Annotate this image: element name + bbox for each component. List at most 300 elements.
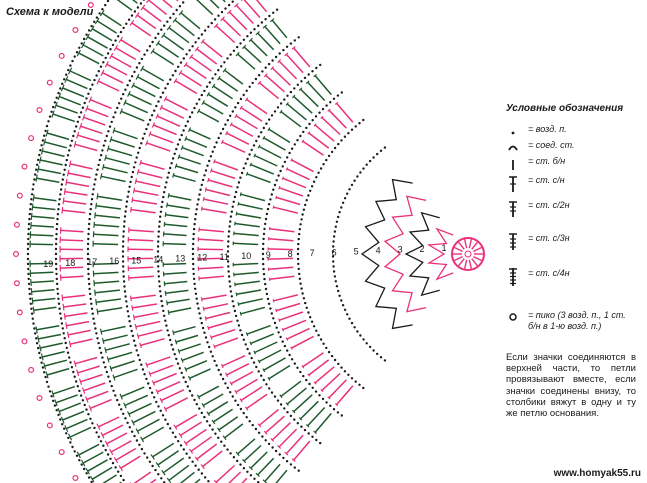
chain-dot — [199, 189, 201, 191]
chain-dot — [128, 19, 130, 21]
chain-dot — [162, 92, 164, 94]
chain-dot — [307, 311, 309, 313]
stitch-post — [199, 276, 224, 278]
chain-dot — [297, 253, 299, 255]
chain-dot — [230, 215, 232, 217]
chain-dot — [149, 461, 151, 463]
chain-dot — [131, 431, 133, 433]
chain-dot — [55, 238, 57, 240]
chain-dot — [188, 457, 190, 459]
chain-dot — [196, 103, 198, 105]
chain-dot — [159, 216, 161, 218]
chain-dot — [258, 74, 260, 76]
chain-dot — [89, 293, 91, 295]
chain-dot — [239, 177, 241, 179]
chain-dot — [252, 424, 254, 426]
chain-dot — [71, 446, 73, 448]
chain-dot — [102, 61, 104, 63]
stitch-top — [36, 326, 37, 333]
chain-dot — [214, 433, 216, 435]
stitch-top — [254, 154, 256, 157]
chain-dot — [107, 0, 109, 2]
stitch-post — [68, 330, 91, 335]
stitch-post — [258, 33, 274, 50]
chain-dot — [28, 288, 30, 290]
chain-dot — [320, 338, 322, 340]
chain-dot — [197, 307, 199, 309]
chain-dot — [28, 223, 30, 225]
stitch-post — [303, 353, 324, 367]
stitch-top — [250, 342, 251, 345]
stitch-top — [94, 222, 95, 228]
chain-dot — [125, 205, 127, 207]
stitch-post — [137, 15, 156, 29]
stitch-top — [175, 164, 176, 169]
chain-dot — [36, 342, 38, 344]
stitch-post — [143, 8, 161, 22]
stitch-top — [211, 335, 212, 339]
chain-dot — [136, 156, 138, 158]
chain-dot — [145, 378, 147, 380]
chain-dot — [337, 216, 339, 218]
stitch-post — [251, 40, 267, 56]
chain-dot — [90, 298, 92, 300]
chain-dot — [335, 226, 337, 228]
stitch-post — [42, 151, 64, 156]
stitch-post — [108, 352, 132, 359]
stitch-post — [227, 364, 249, 375]
chain-dot — [277, 174, 279, 176]
chain-dot — [71, 140, 73, 142]
chain-dot — [112, 116, 114, 118]
chain-dot — [267, 298, 269, 300]
stitch-post — [265, 464, 280, 481]
stitch-top — [167, 301, 168, 306]
chain-dot — [229, 452, 231, 454]
chain-dot — [275, 450, 277, 452]
chain-dot — [369, 160, 371, 162]
stitch-top — [63, 198, 64, 205]
stitch-post — [61, 276, 84, 277]
stitch-post — [33, 299, 56, 301]
stitch-top — [214, 159, 216, 163]
stitch-post — [234, 272, 259, 274]
chain-dot — [120, 408, 122, 410]
chain-dot — [123, 220, 125, 222]
chain-dot — [158, 275, 160, 277]
chain-dot — [194, 41, 196, 43]
chain-dot — [194, 465, 196, 467]
chain-dot — [198, 193, 200, 195]
chain-dot — [157, 235, 159, 237]
stitch-post — [163, 244, 186, 245]
chain-dot — [90, 303, 92, 305]
chain-dot — [315, 390, 317, 392]
stitch-post — [213, 86, 232, 99]
stitch-post — [186, 430, 207, 444]
chain-dot — [107, 376, 109, 378]
chain-dot — [317, 172, 319, 174]
chain-dot — [164, 186, 166, 188]
chain-dot — [159, 285, 161, 287]
ring-stitch — [473, 247, 481, 251]
chain-dot — [67, 154, 69, 156]
stitch-post — [176, 166, 198, 173]
chain-dot — [30, 198, 32, 200]
stitch-top — [286, 338, 287, 341]
chain-dot — [63, 169, 65, 171]
chain-dot — [52, 400, 54, 402]
chain-dot — [141, 58, 143, 60]
chain-dot — [169, 339, 171, 341]
chain-dot — [109, 380, 111, 382]
chain-dot — [59, 193, 61, 195]
stitch-post — [272, 20, 287, 38]
chain-dot — [160, 211, 162, 213]
picot — [15, 281, 20, 286]
chain-dot — [376, 353, 378, 355]
stitch-post — [33, 207, 56, 209]
chain-dot — [166, 176, 168, 178]
stitch-post — [222, 356, 245, 366]
chain-dot — [239, 463, 241, 465]
chain-dot — [234, 196, 236, 198]
chain-dot — [305, 379, 307, 381]
chain-dot — [55, 253, 57, 255]
chain-dot — [192, 258, 194, 260]
row-number: 13 — [175, 253, 186, 264]
chain-dot — [271, 391, 273, 393]
stitch-post — [75, 358, 97, 364]
chain-dot — [286, 156, 288, 158]
legend-item-double-crochet — [506, 175, 565, 193]
chain-dot — [143, 53, 145, 55]
chain-dot — [347, 132, 349, 134]
chain-dot — [63, 337, 65, 339]
chain-dot — [132, 171, 134, 173]
stitch-top — [64, 313, 65, 320]
chain-dot — [136, 349, 138, 351]
chain-dot — [203, 174, 205, 176]
chain-dot — [297, 84, 299, 86]
chain-dot — [336, 285, 338, 287]
chain-dot — [271, 312, 273, 314]
ring-stitch — [473, 257, 481, 261]
chain-dot — [100, 440, 102, 442]
stitch-post — [287, 328, 310, 339]
stitch-post — [235, 224, 260, 227]
chain-dot — [201, 412, 203, 414]
chain-dot — [380, 150, 382, 152]
chain-dot — [193, 107, 195, 109]
chain-dot — [294, 466, 296, 468]
chain-dot — [65, 432, 67, 434]
stitch-post — [233, 264, 258, 265]
chain-dot — [87, 253, 89, 255]
chain-dot — [181, 372, 183, 374]
stitch-post — [34, 198, 57, 201]
stitch-top — [240, 312, 241, 316]
stitch-post — [59, 97, 80, 105]
chain-dot — [155, 401, 157, 403]
legend-item-treble-3 — [506, 233, 570, 251]
chain-dot — [52, 106, 54, 108]
stitch-post — [206, 313, 230, 319]
chain-dot — [114, 466, 116, 468]
chain-dot — [300, 218, 302, 220]
chain-dot — [318, 394, 320, 396]
stitch-post — [45, 360, 67, 366]
stitch-post — [40, 343, 63, 348]
chain-dot — [294, 362, 296, 364]
stitch-post — [238, 299, 262, 304]
stitch-top — [164, 281, 165, 286]
chain-dot — [59, 87, 61, 89]
chain-dot — [122, 255, 124, 257]
chain-dot — [147, 382, 149, 384]
chain-dot — [62, 327, 64, 329]
stitch-post — [142, 427, 164, 439]
chain-dot — [142, 137, 144, 139]
chain-dot — [308, 73, 310, 75]
chain-dot — [255, 140, 257, 142]
chain-dot — [211, 22, 213, 24]
chain-dot — [222, 378, 224, 380]
stitch-post — [322, 374, 340, 391]
chain-dot — [123, 230, 125, 232]
chain-dot — [122, 270, 124, 272]
chain-dot — [104, 366, 106, 368]
chain-dot — [29, 213, 31, 215]
chain-dot — [149, 119, 151, 121]
chain-dot — [172, 74, 174, 76]
chain-dot — [61, 83, 63, 85]
chain-dot — [179, 5, 181, 7]
chain-dot — [290, 42, 292, 44]
chain-dot — [177, 440, 179, 442]
chain-dot — [78, 459, 80, 461]
chain-dot — [267, 208, 269, 210]
chain-dot — [58, 203, 60, 205]
chain-dot — [138, 444, 140, 446]
chain-dot — [96, 169, 98, 171]
stitch-post — [64, 304, 87, 307]
chain-dot — [298, 268, 300, 270]
dc-cross-icon — [506, 175, 520, 193]
picot — [59, 450, 64, 455]
stitch-post — [237, 290, 262, 294]
chain-dot — [359, 334, 361, 336]
stitch-post — [37, 326, 60, 330]
chain-dot — [191, 394, 193, 396]
chain-dot — [358, 384, 360, 386]
chain-dot — [205, 336, 207, 338]
stitch-top — [36, 175, 37, 182]
stitch-top — [31, 222, 32, 229]
chain-dot — [255, 78, 257, 80]
ring-stitch — [454, 257, 462, 261]
chain-dot — [384, 359, 386, 361]
stitch-post — [235, 281, 260, 284]
stitch-post — [241, 108, 262, 122]
chain-dot — [103, 144, 105, 146]
chain-dot — [146, 49, 148, 51]
chain-dot — [87, 238, 89, 240]
chain-dot — [172, 13, 174, 15]
stitch-post — [66, 182, 89, 186]
stitch-post — [179, 157, 201, 164]
chain-dot — [342, 202, 344, 204]
chain-dot — [286, 349, 288, 351]
stitch-post — [42, 352, 64, 357]
chain-dot — [191, 461, 193, 463]
chain-dot — [126, 84, 128, 86]
chain-dot — [212, 355, 214, 357]
stitch-post — [166, 290, 189, 293]
chain-dot — [111, 385, 113, 387]
chain-dot — [133, 340, 135, 342]
chain-dot — [129, 426, 131, 428]
stitch-post — [94, 281, 119, 283]
chain-dot — [196, 302, 198, 304]
chain-dot — [358, 122, 360, 124]
chain-dot — [198, 312, 200, 314]
chain-dot — [306, 199, 308, 201]
stitch-top — [107, 146, 109, 152]
stitch-post — [234, 233, 259, 235]
chain-dot — [131, 176, 133, 178]
chain-dot — [43, 135, 45, 137]
chain-dot — [290, 91, 292, 93]
chain-dot — [315, 176, 317, 178]
chain-dot — [85, 408, 87, 410]
chain-dot — [57, 92, 59, 94]
chain-dot — [233, 201, 235, 203]
chain-dot — [309, 190, 311, 192]
stitch-top — [175, 340, 176, 345]
chain-dot — [243, 167, 245, 169]
stitch-post — [236, 116, 258, 129]
chain-dot — [101, 8, 103, 10]
stitch-post — [45, 142, 67, 148]
chain-dot — [100, 66, 102, 68]
stitch-post — [208, 321, 232, 328]
chain-dot — [311, 321, 313, 323]
chain-dot — [274, 110, 276, 112]
chain-dot — [160, 477, 162, 479]
chain-dot — [305, 127, 307, 129]
chain-dot — [27, 263, 29, 265]
chain-dot — [50, 395, 52, 397]
chain-dot — [279, 52, 281, 54]
chain-dot — [75, 125, 77, 127]
chain-dot — [262, 238, 264, 240]
chain-dot — [227, 240, 229, 242]
row-number: 12 — [197, 252, 208, 263]
chain-dot — [217, 437, 219, 439]
stitch-top — [105, 347, 107, 353]
row-number: 4 — [375, 245, 381, 256]
chain-dot — [279, 453, 281, 455]
stitch-post — [287, 169, 310, 180]
chain-dot — [160, 29, 162, 31]
chain-dot — [31, 193, 33, 195]
chain-dot — [195, 293, 197, 295]
stitch-post — [132, 472, 151, 483]
chain-dot — [248, 153, 250, 155]
chain-dot — [262, 243, 264, 245]
stitch-top — [236, 293, 237, 297]
chain-dot — [32, 188, 34, 190]
chain-dot — [88, 476, 90, 478]
stitch-top — [236, 212, 237, 216]
chain-dot — [229, 53, 231, 55]
chain-dot — [28, 278, 30, 280]
chain-dot — [302, 131, 304, 133]
chain-dot — [134, 344, 136, 346]
stitch-top — [181, 145, 183, 150]
chain-dot — [331, 151, 333, 153]
chain-dot — [56, 223, 58, 225]
chain-dot — [282, 49, 284, 51]
chain-dot — [263, 273, 265, 275]
chain-dot — [91, 308, 93, 310]
chain-dot — [340, 139, 342, 141]
stitch-top — [254, 351, 256, 354]
chain-dot — [362, 119, 364, 121]
chain-dot — [300, 426, 302, 428]
stitch-top — [69, 161, 70, 167]
stitch-post — [84, 117, 106, 125]
chain-dot — [198, 407, 200, 409]
chain-dot — [87, 413, 89, 415]
chain-dot — [279, 170, 281, 172]
chain-dot — [180, 61, 182, 63]
stitch-post — [322, 118, 340, 135]
chain-dot — [288, 354, 290, 356]
chain-dot — [288, 152, 290, 154]
stitch-post — [265, 27, 280, 44]
chain-dot — [237, 404, 239, 406]
chain-dot — [322, 343, 324, 345]
chain-dot — [207, 26, 209, 28]
stitch-post — [173, 175, 195, 181]
chain-dot — [112, 44, 114, 46]
chain-dot — [332, 265, 334, 267]
stitch-post — [153, 125, 176, 135]
chain-dot — [58, 198, 60, 200]
ring-stitch — [459, 259, 465, 266]
stitch-post — [111, 361, 135, 369]
chain-dot — [27, 268, 29, 270]
chain-dot — [257, 25, 259, 27]
stitch-post — [199, 230, 224, 232]
chain-dot — [303, 297, 305, 299]
chain-dot — [90, 25, 92, 27]
chain-dot — [192, 248, 194, 250]
stitch-top — [38, 166, 39, 173]
stitch-post — [269, 129, 290, 142]
chain-dot — [201, 322, 203, 324]
chain-dot — [165, 324, 167, 326]
chain-dot — [351, 129, 353, 131]
chain-dot — [372, 349, 374, 351]
chain-dot — [57, 414, 59, 416]
chain-dot — [241, 172, 243, 174]
legend-label: = ст. с/3н — [528, 233, 570, 243]
chain-dot — [332, 260, 334, 262]
chain-dot — [337, 363, 339, 365]
